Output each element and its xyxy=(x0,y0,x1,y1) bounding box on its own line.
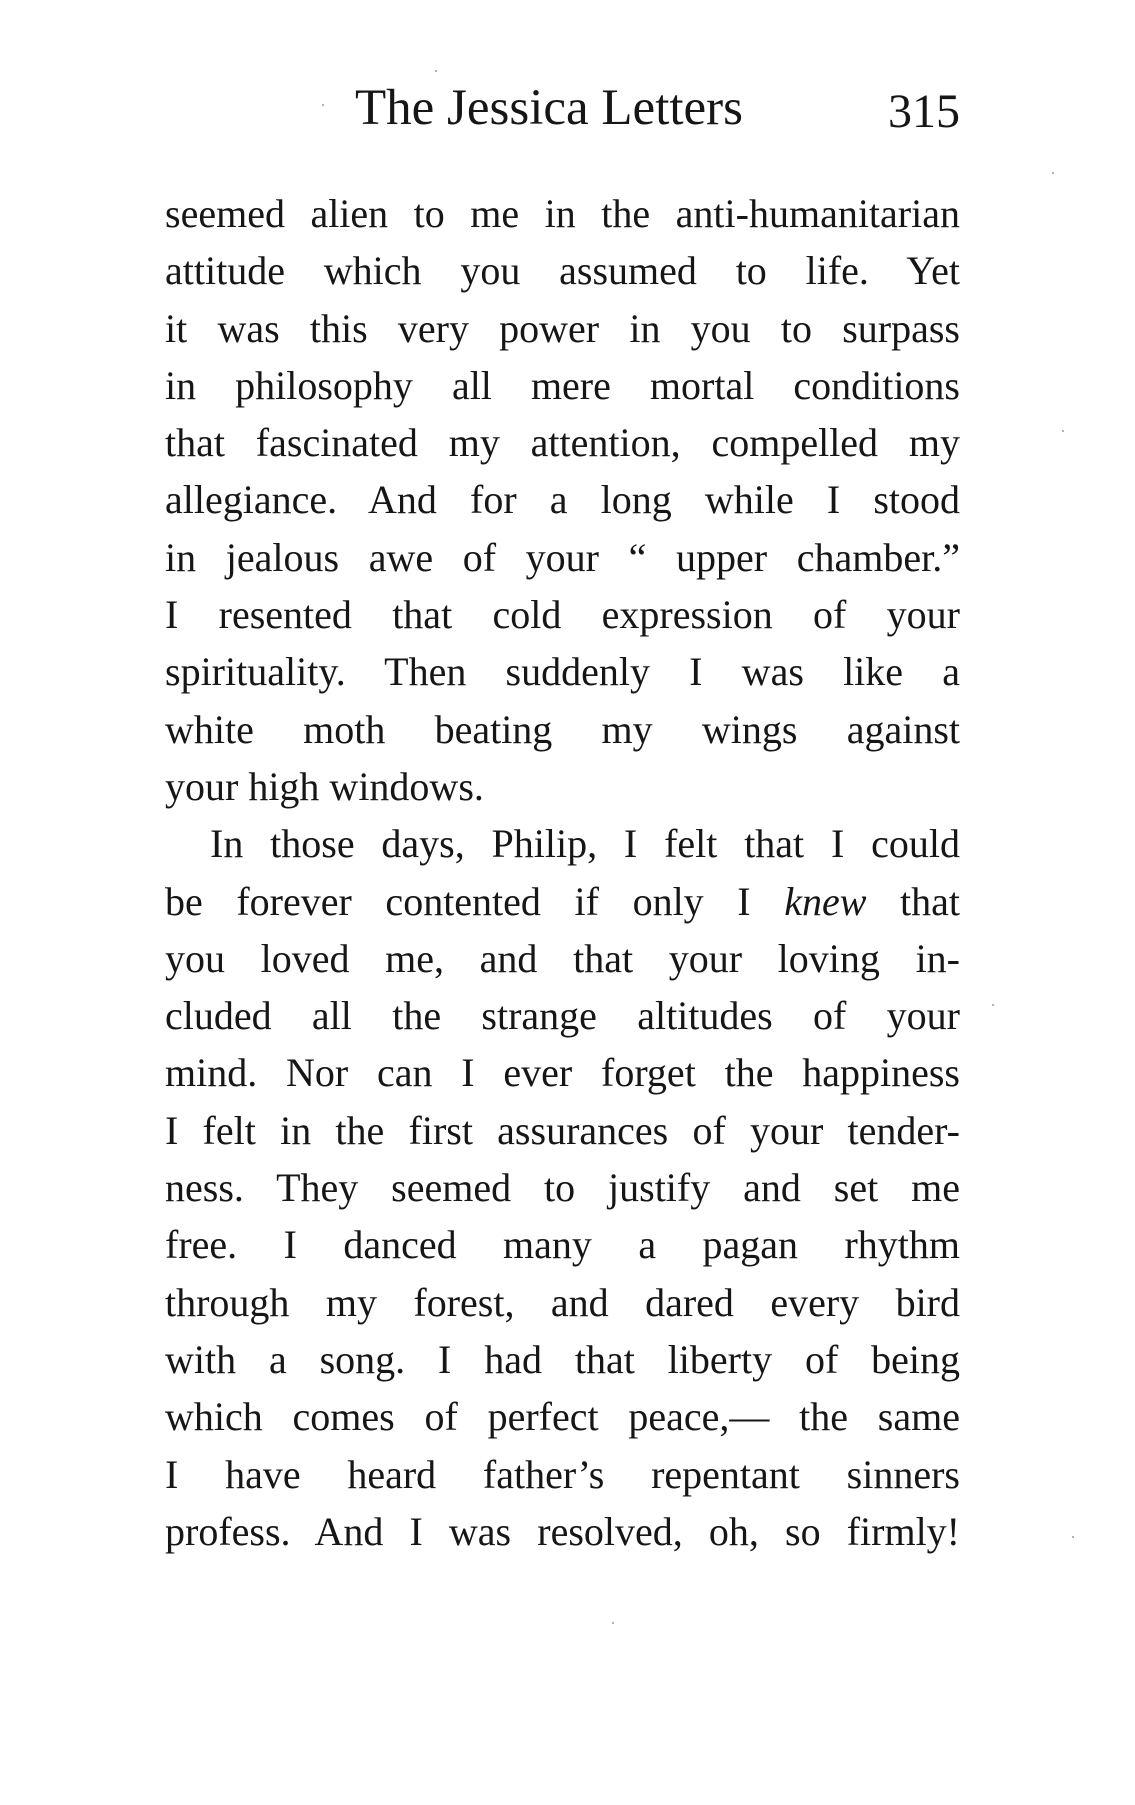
text-line: I have heard father’s repentant sinners xyxy=(165,1451,960,1497)
paper-speck xyxy=(435,70,437,72)
text-line: mind. Nor can I ever forget the happiness xyxy=(165,1050,960,1096)
text-line: it was this very power in you to surpass xyxy=(165,305,960,351)
paper-speck xyxy=(1072,1536,1074,1538)
text-line: spirituality. Then suddenly I was like a xyxy=(165,649,960,695)
text-line: I resented that cold expression of your xyxy=(165,592,960,638)
text-line: in philosophy all mere mortal conditions xyxy=(165,362,960,408)
text-line: seemed alien to me in the anti-humanitarian xyxy=(165,191,960,236)
text-run: that xyxy=(866,878,960,924)
running-head-title: The Jessica Letters xyxy=(355,80,744,136)
text-line: allegiance. And for a long while I stood xyxy=(165,477,960,523)
paper-speck xyxy=(1062,430,1064,432)
text-run: be forever contented if only I xyxy=(165,878,785,924)
paper-speck xyxy=(612,1622,614,1624)
text-line: white moth beating my wings against xyxy=(165,706,960,752)
paper-speck xyxy=(322,104,324,106)
text-line: you loved me, and that your loving in- xyxy=(165,935,960,981)
text-line: attitude which you assumed to life. Yet xyxy=(165,248,960,294)
text-line: cluded all the strange altitudes of your xyxy=(165,993,960,1039)
emphasized-word: knew xyxy=(784,878,867,924)
text-line: that fascinated my attention, compelled my xyxy=(165,420,960,466)
text-line: your high windows. xyxy=(165,763,484,809)
text-line: ness. They seemed to justify and set me xyxy=(165,1165,960,1211)
paper-speck xyxy=(1052,172,1054,174)
text-line: free. I danced many a pagan rhythm xyxy=(165,1222,960,1268)
running-head xyxy=(165,76,960,140)
text-line: with a song. I had that liberty of being xyxy=(165,1336,960,1382)
page-number: 315 xyxy=(888,85,960,138)
text-line: through my forest, and dared every bird xyxy=(165,1279,960,1325)
body-text xyxy=(165,185,960,1560)
text-line: which comes of perfect peace,— the same xyxy=(165,1394,960,1440)
text-line: profess. And I was resolved, oh, so firmly! xyxy=(165,1508,960,1554)
text-line: in jealous awe of your “ upper chamber.” xyxy=(165,534,960,580)
text-line: In those days, Philip, I felt that I could xyxy=(210,821,960,867)
text-line-with-emphasis xyxy=(165,873,960,930)
text-line: I felt in the first assurances of your tender- xyxy=(165,1107,960,1153)
paper-speck xyxy=(992,1004,994,1006)
